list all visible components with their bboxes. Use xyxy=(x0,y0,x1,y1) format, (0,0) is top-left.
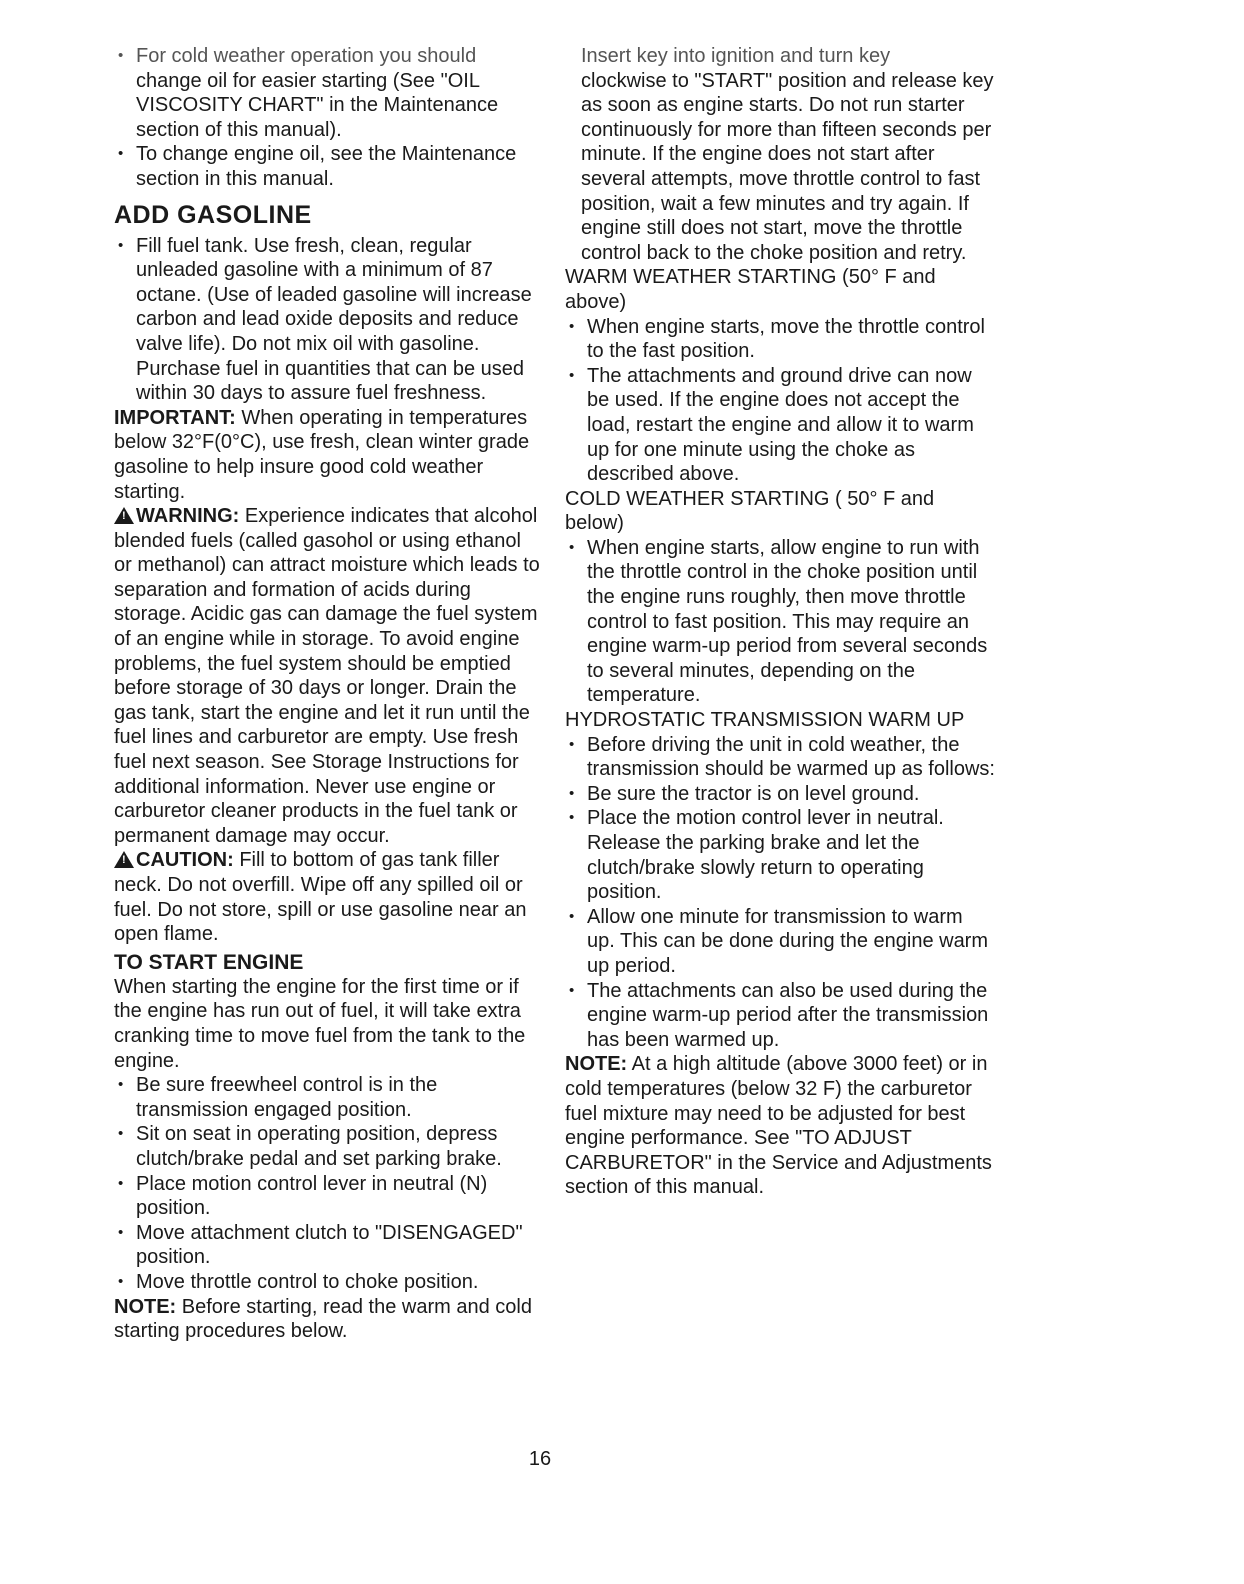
caution-paragraph xyxy=(114,848,542,946)
important-text: When operating in temperatures below 32°F(0°C), use fresh, clean winter grade gasoline to help insure good cold weather starting. xyxy=(114,406,530,503)
cut-off-line: • For cold weather operation you should xyxy=(114,44,542,69)
note-text: Before starting, read the warm and cold starting procedures below. xyxy=(114,1295,532,1343)
cold-weather-heading: COLD WEATHER STARTING ( 50° F and below) xyxy=(565,487,935,535)
list-item: • When engine starts, allow engine to run with the throttle control in the choke position until the engine runs roughly, then move throttle control to fast position. This may require an engine warm-up period from several seconds to several minutes, depending on the temperature. xyxy=(565,536,995,708)
list-item: • Before driving the unit in cold weather, the transmission should be warmed up as follows: xyxy=(565,733,995,782)
list-item: • Place the motion control lever in neutral. Release the parking brake and let the clutch/brake slowly return to operating position. xyxy=(565,806,995,904)
warning-label: WARNING: xyxy=(136,505,240,528)
continued-paragraph: clockwise to "START" position and release key as soon as engine starts. Do not run starter continuously for more than fifteen seconds per minute. If the engine does not start after several attempts, move throttle control to fast position, wait a few minutes and try again. If engine still does not start, move the throttle control back to the choke position and retry. xyxy=(581,69,994,264)
list-item: • Place motion control lever in neutral (N) position. xyxy=(114,1172,542,1221)
warning-paragraph xyxy=(114,504,542,848)
list-item: • The attachments can also be used during the engine warm-up period after the transmission has been warmed up. xyxy=(565,979,995,1053)
section-heading-start-engine: TO START ENGINE xyxy=(114,950,304,974)
list-item: • The attachments and ground drive can now be used. If the engine does not accept the load, restart the engine and allow it to warm up for one minute using the choke as described above. xyxy=(565,364,995,487)
list-item: change oil for easier starting (See "OIL VISCOSITY CHART" in the Maintenance section of this manual). xyxy=(136,69,499,141)
note-paragraph xyxy=(565,1052,995,1200)
list-item: • Allow one minute for transmission to warm up. This can be done during the engine warm up period. xyxy=(565,905,995,979)
warm-weather-heading: WARM WEATHER STARTING (50° F and above) xyxy=(565,266,936,313)
caution-text: Fill to bottom of gas tank filler neck. Do not overfill. Wipe off any spilled oil or fuel. Do not store, spill or use gasoline near an open flame. xyxy=(114,849,527,946)
caution-triangle-icon xyxy=(114,851,134,868)
hydrostatic-heading: HYDROSTATIC TRANSMISSION WARM UP xyxy=(565,709,965,732)
section-heading-add-gasoline: ADD GASOLINE xyxy=(114,200,312,229)
note-text: At a high altitude (above 3000 feet) or in cold temperatures (below 32 F) the carburetor fuel mixture may need to be adjusted for best engine performance. See "TO ADJUST CARBURETOR" in the Service and Adjustments section of this manual. xyxy=(565,1053,992,1199)
list-item: • Move throttle control to choke position. xyxy=(114,1270,542,1295)
start-engine-intro: When starting the engine for the first time or if the engine has run out of fuel, it will take extra cranking time to move fuel from the tank to the engine. xyxy=(114,975,526,1072)
list-item: • Sit on seat in operating position, depress clutch/brake pedal and set parking brake. xyxy=(114,1122,542,1171)
note-label: NOTE: xyxy=(114,1295,177,1318)
left-column xyxy=(114,44,542,1344)
caution-label: CAUTION: xyxy=(136,849,234,872)
page-number: 16 xyxy=(528,1448,552,1470)
important-label: IMPORTANT: xyxy=(114,406,236,429)
list-item: • Move attachment clutch to "DISENGAGED" position. xyxy=(114,1221,542,1270)
note-label: NOTE: xyxy=(565,1053,628,1076)
list-item: • Be sure the tractor is on level ground. xyxy=(565,782,995,807)
cut-off-line: Insert key into ignition and turn key xyxy=(581,45,891,67)
warning-text: Experience indicates that alcohol blended fuels (called gasohol or using ethanol or methanol) can attract moisture which leads to separation and formation of acids during storage. Acidic gas can damage the fuel system of an engine while in storage. To avoid engine problems, the fuel system should be emptied before storage of 30 days or longer. Drain the gas tank, start the engine and let it run until the fuel lines and carburetor are empty. Use fresh fuel next season. See Storage Instructions for additional information. Never use engine or carburetor cleaner products in the fuel tank or permanent damage may occur. xyxy=(114,505,540,847)
list-item: • When engine starts, move the throttle control to the fast position. xyxy=(565,315,995,364)
list-item: • To change engine oil, see the Maintenance section in this manual. xyxy=(114,142,542,191)
list-item: • Be sure freewheel control is in the transmission engaged position. xyxy=(114,1073,542,1122)
list-item: • Fill fuel tank. Use fresh, clean, regular unleaded gasoline with a minimum of 87 octane. (Use of leaded gasoline will increase carbon and lead oxide deposits and reduce valve life). Do not mix oil with gasoline. Purchase fuel in quantities that can be used within 30 days to assure fuel freshness. xyxy=(114,234,542,406)
important-paragraph xyxy=(114,406,542,504)
warning-triangle-icon xyxy=(114,507,134,524)
note-paragraph xyxy=(114,1295,542,1344)
right-column xyxy=(565,44,995,1200)
